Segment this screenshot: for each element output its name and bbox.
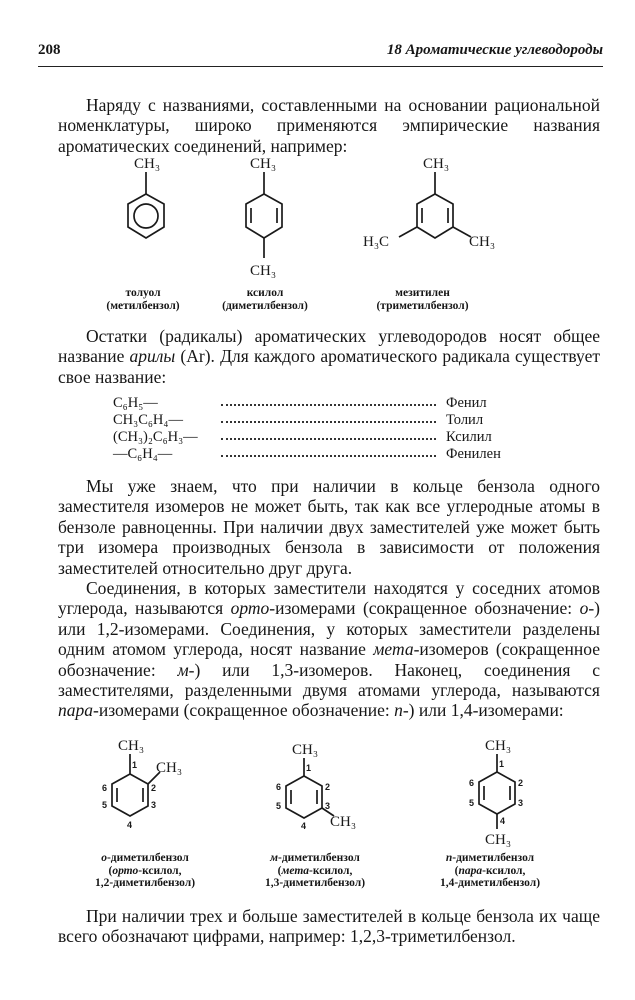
meta-caption: м-диметилбензол (мета-ксилол, 1,3-диметилбензол) xyxy=(264,852,366,889)
meta-ch3-1-label: CH₃ xyxy=(292,742,319,758)
svg-text:2: 2 xyxy=(518,778,524,788)
svg-text:2: 2 xyxy=(325,782,331,792)
svg-text:4: 4 xyxy=(301,821,307,831)
isomer-paragraph: Мы уже знаем, что при наличии в кольце бензола одного заместителя изомеров не может быть, так как все углеродные атомы в бензоле равноценны. При наличии двух заместителей уже может быть три изомера производных бензола в зависимости от положения заместителей относительно друг друга. xyxy=(58,476,600,578)
para-ch3-4-label: CH₃ xyxy=(485,832,512,848)
para-ch3-1-label: CH₃ xyxy=(485,738,512,754)
xylene-name: ксилол xyxy=(246,287,284,299)
page-number: 208 xyxy=(38,42,61,58)
xylene-alt-name: (диметилбензол) xyxy=(222,299,308,312)
xylene-caption xyxy=(205,287,325,312)
svg-text:5: 5 xyxy=(469,798,475,808)
radical-row xyxy=(113,429,533,446)
radical-name: Фенил xyxy=(446,395,487,411)
svg-text:5: 5 xyxy=(102,800,108,810)
running-title: 18 Ароматические углеводороды xyxy=(386,42,603,58)
radical-formula: C₆H₅— xyxy=(113,395,158,411)
radical-row xyxy=(113,446,533,463)
mesitylene-right-ch3-label: CH₃ xyxy=(469,234,496,250)
radical-formula: (CH₃)₂C₆H₃— xyxy=(113,429,198,445)
svg-text:6: 6 xyxy=(102,783,108,793)
meta-xylene-structure xyxy=(262,734,382,844)
toluene-alt-name: (метилбензол) xyxy=(106,299,180,312)
svg-text:3: 3 xyxy=(518,798,524,808)
radical-name: Толил xyxy=(446,412,484,428)
header-rule xyxy=(38,66,603,67)
toluene-caption xyxy=(88,287,198,312)
toluene-name: толуол xyxy=(125,287,161,299)
radical-row xyxy=(113,412,533,429)
ortho-caption: о-диметилбензол (орто-ксилол, 1,2-диметилбензол) xyxy=(94,852,196,889)
mesitylene-name: мезитилен xyxy=(395,287,450,299)
svg-text:6: 6 xyxy=(276,782,282,792)
ortho-xylene-structure xyxy=(88,734,208,844)
svg-text:6: 6 xyxy=(469,778,475,788)
svg-text:3: 3 xyxy=(325,801,331,811)
meta-ch3-3-label: CH₃ xyxy=(330,814,357,830)
svg-text:5: 5 xyxy=(276,801,282,811)
page-header xyxy=(38,42,603,64)
xylene-structure xyxy=(228,152,308,287)
naming-paragraph: Соединения, в которых заместители находятся у соседних атомов углерода, называются орто-изомерами (сокращенное обозначение: о-) или 1,2-изомерами. Соединения, у которых заместители разделены одним атомом углерода, носят название мета-изомеров (сокращенное обозначение: м-) или 1,3-изомеров. Наконец, соединения с заместителями, разделенными двумя атомами углерода, называются пара-изомерами (сокращенное обозначение: п-) или 1,4-изомерами: xyxy=(58,578,601,721)
svg-text:2: 2 xyxy=(151,783,157,793)
radical-name: Ксилил xyxy=(446,429,492,445)
radical-formula: —C₆H₄— xyxy=(113,446,173,462)
intro-paragraph: Наряду с названиями, составленными на основании рациональной номенклатуры, широко применяются эмпирические названия ароматических соединений, например: xyxy=(58,95,600,156)
radical-list xyxy=(113,395,533,463)
radical-row xyxy=(113,395,533,412)
aryl-paragraph: Остатки (радикалы) ароматических углеводородов носят общее название арилы (Ar). Для каждого ароматического радикала существует свое название: xyxy=(58,326,600,387)
mesitylene-top-ch3-label: CH₃ xyxy=(423,156,450,172)
toluene-structure xyxy=(110,152,190,272)
toluene-ch3-label: CH₃ xyxy=(134,156,161,172)
mesitylene-left-ch3-label: H₃C xyxy=(363,234,390,250)
svg-text:3: 3 xyxy=(151,800,157,810)
ortho-ch3-2-label: CH₃ xyxy=(156,760,183,776)
xylene-bottom-ch3-label: CH₃ xyxy=(250,263,277,279)
svg-text:4: 4 xyxy=(500,816,506,826)
svg-text:1: 1 xyxy=(306,763,312,773)
radical-name: Фенилен xyxy=(446,446,501,462)
closing-paragraph: При наличии трех и больше заместителей в кольце бензола их чаще всего обозначают цифрами, например: 1,2,3-триметилбензол. xyxy=(58,906,600,947)
svg-text:4: 4 xyxy=(127,820,133,830)
aryl-term: арилы xyxy=(129,346,176,367)
svg-text:1: 1 xyxy=(132,760,138,770)
ortho-ch3-1-label: CH₃ xyxy=(118,738,145,754)
para-xylene-structure xyxy=(455,734,555,849)
para-caption: п-диметилбензол (пара-ксилол, 1,4-диметилбензол) xyxy=(439,852,541,889)
mesitylene-structure xyxy=(355,152,505,262)
svg-text:1: 1 xyxy=(499,759,505,769)
xylene-top-ch3-label: CH₃ xyxy=(250,156,277,172)
mesitylene-alt-name: (триметилбензол) xyxy=(376,299,469,312)
radical-formula: CH₃C₆H₄— xyxy=(113,412,183,428)
mesitylene-caption xyxy=(360,287,485,312)
